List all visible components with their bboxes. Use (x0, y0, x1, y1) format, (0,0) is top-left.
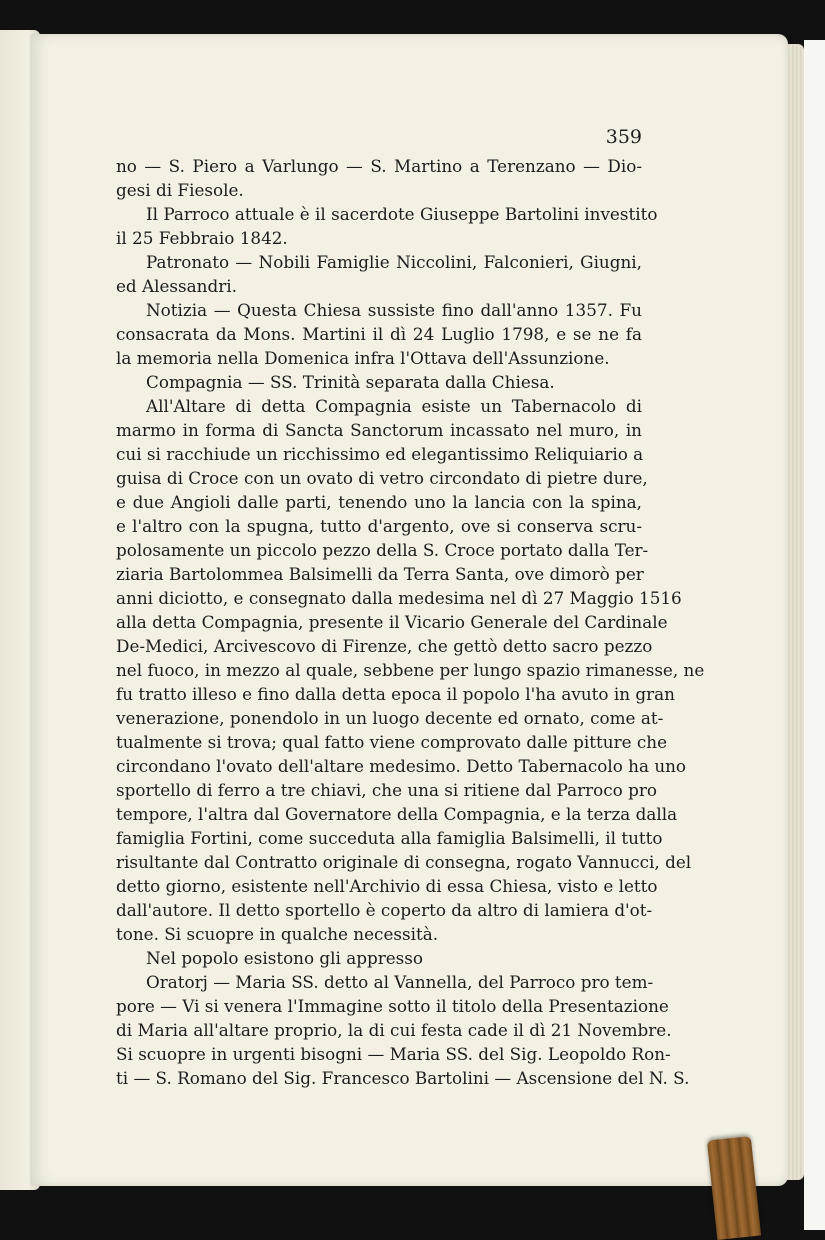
text-line: Si scuopre in urgenti bisogni — Maria SS. del Sig. Leopoldo Ron- (116, 1044, 671, 1064)
text-line: marmo in forma di Sancta Sanctorum incassato nel muro, in (116, 420, 642, 440)
body-text (116, 154, 705, 1090)
text-line: risultante dal Contratto originale di consegna, rogato Vannucci, del (116, 852, 692, 872)
text-line: tualmente si trova; qual fatto viene comprovato dalle pitture che (116, 732, 668, 752)
text-line: sportello di ferro a tre chiavi, che una si ritiene dal Parroco pro (116, 780, 657, 800)
text-line: la memoria nella Domenica infra l'Ottava dell'Assunzione. (116, 348, 610, 368)
text-line: detto giorno, esistente nell'Archivio di essa Chiesa, visto e letto (116, 876, 658, 896)
text-line: e due Angioli dalle parti, tenendo uno la lancia con la spina, (116, 492, 642, 512)
text-line: anni diciotto, e consegnato dalla medesima nel dì 27 Maggio 1516 (116, 588, 682, 608)
text-line: consacrata da Mons. Martini il dì 24 Luglio 1798, e se ne fa (116, 324, 642, 344)
text-line: fu tratto illeso e fino dalla detta epoca il popolo l'ha avuto in gran (116, 684, 675, 704)
text-line: famiglia Fortini, come succeduta alla famiglia Balsimelli, il tutto (116, 828, 663, 848)
text-line: Il Parroco attuale è il sacerdote Giuseppe Bartolini investito (146, 204, 658, 224)
page-edges (786, 44, 804, 1180)
text-line: e l'altro con la spugna, tutto d'argento, ove si conserva scru- (116, 516, 642, 536)
text-line: venerazione, ponendolo in un luogo decente ed ornato, come at- (116, 708, 664, 728)
page-number: 359 (605, 126, 642, 148)
background-strip (804, 40, 825, 1230)
text-line: ti — S. Romano del Sig. Francesco Bartolini — Ascensione del N. S. (116, 1068, 690, 1088)
text-line: All'Altare di detta Compagnia esiste un Tabernacolo di (146, 396, 642, 416)
text-line: ed Alessandri. (116, 276, 237, 296)
text-line: di Maria all'altare proprio, la di cui festa cade il dì 21 Novembre. (116, 1020, 672, 1040)
text-line: cui si racchiude un ricchissimo ed elegantissimo Reliquiario a (116, 444, 644, 464)
text-line: gesi di Fiesole. (116, 180, 244, 200)
text-line: circondano l'ovato dell'altare medesimo. Detto Tabernacolo ha uno (116, 756, 687, 776)
text-line: pore — Vi si venera l'Immagine sotto il titolo della Presentazione (116, 996, 669, 1016)
text-line: il 25 Febbraio 1842. (116, 228, 288, 248)
text-line: no — S. Piero a Varlungo — S. Martino a Terenzano — Dio- (116, 156, 642, 176)
text-line: tone. Si scuopre in qualche necessità. (116, 924, 439, 944)
text-line: alla detta Compagnia, presente il Vicario Generale del Cardinale (116, 612, 668, 632)
text-line: Patronato — Nobili Famiglie Niccolini, Falconieri, Giugni, (146, 252, 642, 272)
text-line: De-Medici, Arcivescovo di Firenze, che gettò detto sacro pezzo (116, 636, 653, 656)
text-line: dall'autore. Il detto sportello è coperto da altro di lamiera d'ot- (116, 900, 653, 920)
text-line: ziaria Bartolommea Balsimelli da Terra Santa, ove dimorò per (116, 564, 644, 584)
text-line: nel fuoco, in mezzo al quale, sebbene per lungo spazio rimanesse, ne (116, 660, 705, 680)
text-line: Notizia — Questa Chiesa sussiste fino dall'anno 1357. Fu (146, 300, 642, 320)
text-line: tempore, l'altra dal Governatore della Compagnia, e la terza dalla (116, 804, 678, 824)
text-line: Nel popolo esistono gli appresso (146, 948, 424, 968)
text-line: Oratorj — Maria SS. detto al Vannella, del Parroco pro tem- (146, 972, 654, 992)
text-line: guisa di Croce con un ovato di vetro circondato di pietre dure, (116, 468, 648, 488)
text-line: polosamente un piccolo pezzo della S. Croce portato dalla Ter- (116, 540, 649, 560)
text-line: Compagnia — SS. Trinità separata dalla Chiesa. (146, 372, 555, 392)
